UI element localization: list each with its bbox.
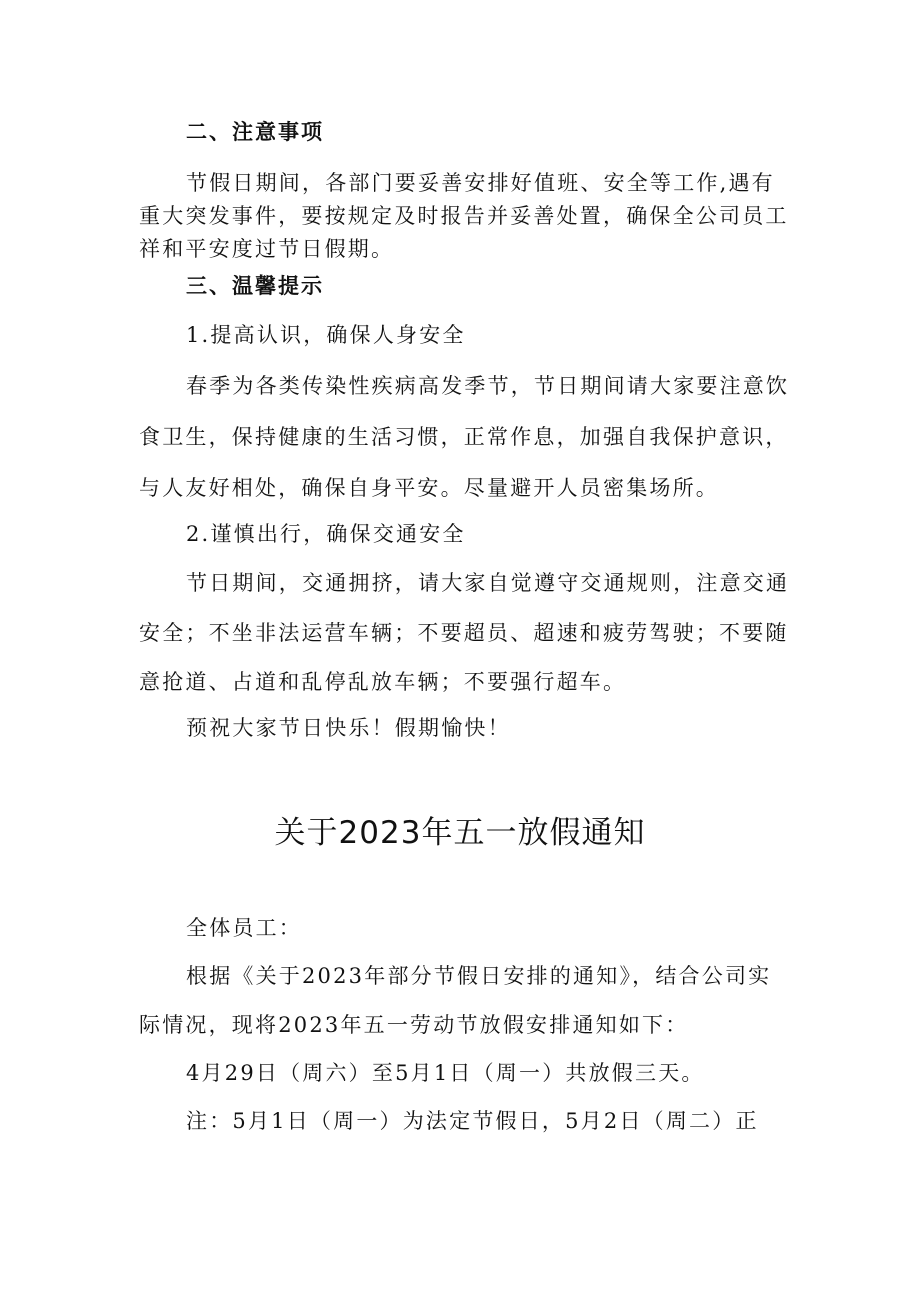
salutation: 全体员工： bbox=[186, 916, 302, 940]
holiday-dates: 4月29日（周六）至5月1日（周一）共放假三天。 bbox=[186, 1061, 705, 1085]
section-heading-tips: 三、温馨提示 bbox=[186, 274, 324, 298]
paragraph-line: 节假日期间，各部门要妥善安排好值班、安全等工作,遇有 bbox=[186, 171, 775, 195]
paragraph-line: 际情况，现将2023年五一劳动节放假安排通知如下： bbox=[139, 1013, 689, 1037]
paragraph-line: 节日期间，交通拥挤，请大家自觉遵守交通规则，注意交通 bbox=[186, 571, 790, 595]
section-heading-notes: 二、注意事项 bbox=[186, 120, 324, 144]
paragraph-line: 安全；不坐非法运营车辆；不要超员、超速和疲劳驾驶；不要随 bbox=[139, 621, 789, 645]
holiday-note: 注：5月1日（周一）为法定节假日，5月2日（周二）正 bbox=[186, 1109, 759, 1133]
paragraph-line: 春季为各类传染性疾病高发季节，节日期间请大家要注意饮 bbox=[186, 374, 790, 398]
notice-title: 关于2023年五一放假通知 bbox=[274, 815, 646, 851]
paragraph-line: 根据《关于2023年部分节假日安排的通知》，结合公司实 bbox=[186, 964, 772, 988]
paragraph-line: 与人友好相处，确保自身平安。尽量避开人员密集场所。 bbox=[139, 476, 719, 500]
subheading-personal-safety: 1.提高认识，确保人身安全 bbox=[186, 323, 466, 347]
subheading-traffic-safety: 2.谨慎出行，确保交通安全 bbox=[186, 522, 466, 546]
paragraph-line: 祥和平安度过节日假期。 bbox=[139, 237, 395, 261]
paragraph-line: 重大突发事件，要按规定及时报告并妥善处置，确保全公司员工 bbox=[139, 204, 789, 228]
paragraph-line: 食卫生，保持健康的生活习惯，正常作息，加强自我保护意识， bbox=[139, 425, 789, 449]
paragraph-line: 意抢道、占道和乱停乱放车辆；不要强行超车。 bbox=[139, 670, 627, 694]
closing-wishes: 预祝大家节日快乐！假期愉快！ bbox=[186, 716, 511, 740]
